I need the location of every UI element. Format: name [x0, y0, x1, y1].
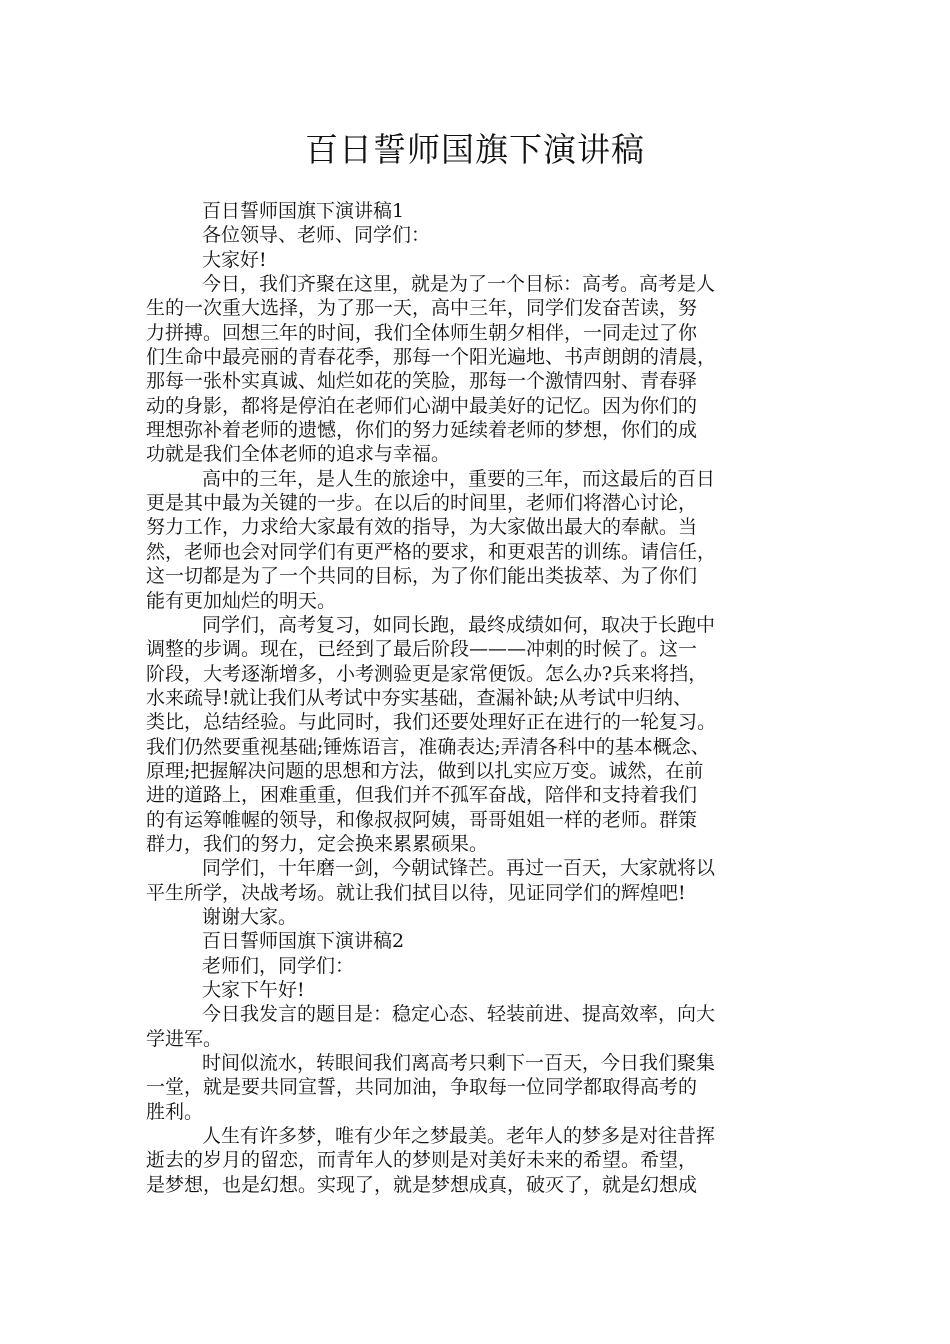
paragraph-line: 群力，我们的努力，定会换来累累硕果。 [146, 832, 489, 855]
paragraph [146, 856, 808, 905]
paragraph: 大家好! [202, 248, 267, 271]
paragraph-line: 的有运筹帷幄的领导，和像叔叔阿姨，哥哥姐姐一样的老师。群策 [146, 808, 698, 831]
paragraph: 老师们，同学们： [202, 954, 355, 977]
paragraph-line: 平生所学，决战考场。就让我们拭目以待，见证同学们的辉煌吧! [146, 881, 686, 904]
paragraph [146, 613, 808, 856]
paragraph-line: 时间似流水，转眼间我们离高考只剩下一百天，今日我们聚集 [202, 1052, 716, 1075]
document-title: 百日誓师国旗下演讲稿 [305, 130, 645, 169]
paragraph-line: 同学们，十年磨一剑，今朝试锋芒。再过一百天，大家就将以 [202, 857, 716, 880]
paragraph [146, 1002, 808, 1051]
paragraph-line: 今日，我们齐聚在这里，就是为了一个目标：高考。高考是人 [202, 273, 716, 296]
paragraph-line: 学进军。 [146, 1027, 223, 1050]
paragraph [146, 272, 808, 467]
paragraph-line: 今日我发言的题目是：稳定心态、轻装前进、提高效率，向大 [202, 1003, 716, 1026]
paragraph-line: 们生命中最亮丽的青春花季，那每一个阳光遍地、书声朗朗的清晨， [146, 346, 717, 369]
paragraph-line: 生的一次重大选择，为了那一天，高中三年，同学们发奋苦读，努 [146, 297, 698, 320]
paragraph-line: 动的身影，都将是停泊在老师们心湖中最美好的记忆。因为你们的 [146, 394, 698, 417]
paragraph-line: 力拼搏。回想三年的时间，我们全体师生朝夕相伴，一同走过了你 [146, 321, 698, 344]
paragraph-line: 高中的三年，是人生的旅途中，重要的三年，而这最后的百日 [202, 467, 716, 490]
paragraph: 谢谢大家。 [202, 905, 298, 928]
paragraph-line: 那每一张朴实真诚、灿烂如花的笑脸，那每一个激情四射、青春驿 [146, 370, 698, 393]
paragraph-line: 这一切都是为了一个共同的目标，为了你们能出类拔萃、为了你们 [146, 565, 698, 588]
paragraph-line: 理想弥补着老师的遗憾，你们的努力延续着老师的梦想，你们的成 [146, 419, 698, 442]
paragraph-line: 同学们，高考复习，如同长跑，最终成绩如何，取决于长跑中 [202, 613, 716, 636]
paragraph-line: 然，老师也会对同学们有更严格的要求，和更艰苦的训练。请信任， [146, 540, 717, 563]
paragraph-line: 努力工作，力求给大家最有效的指导，为大家做出最大的奉献。当 [146, 516, 698, 539]
paragraph-line: 水来疏导!就让我们从考试中夯实基础，查漏补缺;从考试中归纳、 [146, 686, 693, 709]
paragraph: 大家下午好! [202, 979, 305, 1001]
paragraph [146, 467, 808, 613]
paragraph-line: 更是其中最为关键的一步。在以后的时间里，老师们将潜心讨论， [146, 492, 698, 515]
paragraph-line: 是梦想，也是幻想。实现了，就是梦想成真，破灭了，就是幻想成 [146, 1173, 698, 1196]
paragraph-line: 逝去的岁月的留恋，而青年人的梦则是对美好未来的希望。希望， [146, 1149, 698, 1172]
paragraph-line: 能有更加灿烂的明天。 [146, 589, 337, 612]
paragraph-line: 进的道路上，困难重重，但我们并不孤军奋战，陪伴和支持着我们 [146, 784, 698, 807]
paragraph-line: 胜利。 [146, 1100, 204, 1123]
paragraph [146, 1124, 808, 1197]
paragraph: 百日誓师国旗下演讲稿1 [202, 200, 405, 222]
paragraph [146, 1051, 808, 1124]
paragraph-line: 人生有许多梦，唯有少年之梦最美。老年人的梦多是对往昔挥 [202, 1125, 716, 1148]
document-body [146, 199, 808, 1197]
paragraph-line: 类比，总结经验。与此同时，我们还要处理好正在进行的一轮复习。 [146, 711, 717, 734]
paragraph: 百日誓师国旗下演讲稿2 [202, 930, 405, 953]
paragraph-line: 一堂，就是要共同宣誓，共同加油，争取每一位同学都取得高考的 [146, 1076, 698, 1099]
paragraph-line: 功就是我们全体老师的追求与幸福。 [146, 443, 451, 466]
paragraph-line: 阶段，大考逐渐增多，小考测验更是家常便饭。怎么办?兵来将挡， [146, 662, 708, 685]
paragraph: 各位领导、老师、同学们： [202, 224, 431, 247]
paragraph-line: 调整的步调。现在，已经到了最后阶段———冲刺的时候了。这一 [146, 638, 698, 661]
paragraph-line: 原理;把握解决问题的思想和方法，做到以扎实应万变。诚然，在前 [146, 759, 704, 782]
paragraph-line: 我们仍然要重视基础;锤炼语言，准确表达;弄清各科中的基本概念、 [146, 735, 710, 758]
